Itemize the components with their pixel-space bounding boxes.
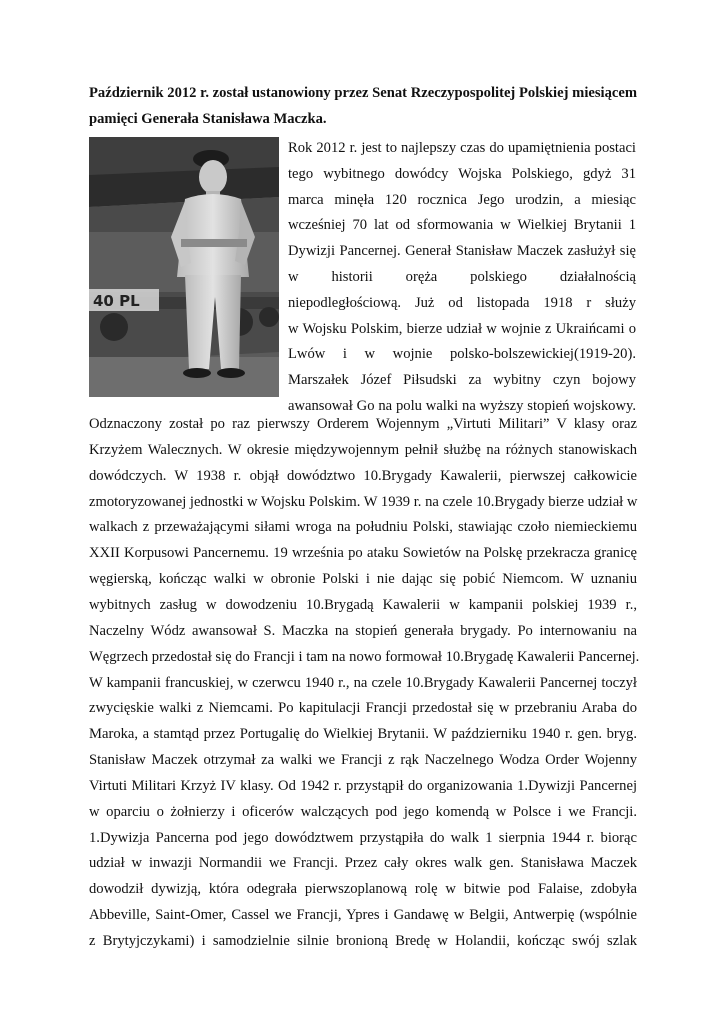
general-photo-image [89, 137, 279, 397]
side_lines-line: Marszałek Józef Piłsudski za wybitny czyn bojowy [288, 372, 636, 389]
body_lines-line: węgierską, kończąc walki w obronie Polski i nie dając się pobić Niemcom. W uznaniu [89, 571, 637, 588]
side_lines-line: Rok 2012 r. jest to najlepszy czas do upamiętnienia postaci [288, 140, 636, 156]
body_lines-line: Naczelny Wódz awansował S. Maczka na stopień generała brygady. Po internowaniu na [89, 622, 637, 639]
body_lines-line: zwycięskie walki z Niemcami. Po kapitulacji Francji przedostał się w przebraniu Araba do [89, 700, 637, 717]
document-heading [89, 80, 637, 132]
body_lines-line: Stanisław Maczek otrzymał za walki we Francji z rąk Naczelnego Wodza Order Wojenny [89, 752, 637, 769]
side_lines-line: w historii oręża polskiego działalnością [288, 269, 636, 285]
body_lines-line: XXII Korpusowi Pancernemu. 19 września po ataku Sowietów na Polskę przekracza granicę [89, 545, 637, 562]
heading-line-1: Październik 2012 r. został ustanowiony przez Senat Rzeczypospolitej Polskiej miesiącem [89, 85, 637, 101]
body_lines-line: Węgrzech przedostał się do Francji i tam na nowo formował 10.Brygadę Kawalerii Pancernej. [89, 648, 640, 665]
body_lines-line: walkach z przeważającymi siłami wroga na południu Polski, stawiając czoło niemieckiemu [89, 519, 637, 536]
side_lines-line: niepodległościową. Już od listopada 1918 r służy [288, 294, 636, 311]
body_lines-line: W kampanii francuskiej, w czerwcu 1940 r., na czele 10.Brygady Kawalerii Pancernej toczył [89, 674, 637, 691]
side_lines-line: awansował Go na polu walki na wyższy stopień wojskowy. [288, 398, 636, 414]
body_lines-line: dowódczych. W 1938 r. objął dowództwo 10.Brygady Kawalerii, pierwszej całkowicie [89, 467, 637, 484]
body_lines-line: udział w inwazji Normandii we Francji. Przez cały okres walk gen. Stanisława Maczek [89, 855, 637, 872]
side_lines-line: Dywizji Pancernej. Generał Stanisław Maczek zasłużył się [288, 243, 636, 260]
body_lines-line: zmotoryzowanej jednostki w Wojsku Polskim. W 1939 r. na czele 10.Brygady bierze udział w [89, 493, 638, 510]
body_lines-line: Krzyżem Walecznych. W okresie międzywojennym pełnił służbę na różnych stanowiskach [89, 441, 637, 458]
side_lines-line: wcześniej 70 lat od sformowania w Wielkiej Brytanii 1 [288, 217, 636, 234]
body_lines-line: Maroka, a stamtąd przez Portugalię do Wielkiej Brytanii. W październiku 1940 r. gen. bryg. [89, 726, 637, 743]
general-photo [89, 137, 279, 397]
side_lines-line: tego wybitnego dowódcy Wojska Polskiego, gdyż 31 [288, 165, 636, 182]
body_lines-line: Virtuti Militari Krzyż IV klasy. Od 1942 r. przystąpił do organizowania 1.Dywizji Pancernej [89, 777, 637, 794]
heading-line-2: pamięci Generała Stanisława Maczka. [89, 111, 327, 128]
body_lines-line: Abbeville, Saint-Omer, Cassel we Francji, Ypres i Gandawę w Belgii, Antwerpię (wspólnie [89, 907, 637, 924]
tank-marking: 40 PL [93, 292, 140, 310]
side_lines-line: Lwów i w wojnie polsko-bolszewickiej(1919-20). [288, 346, 636, 363]
body_lines-line: w oparciu o żołnierzy i oficerów walczących pod jego komendą w Polsce i we Francji. [89, 803, 637, 820]
body_lines-line: dowodził dywizją, która odegrała pierwszoplanową rolę w bitwie pod Falaise, zdobyła [89, 881, 637, 898]
body_lines-line: Odznaczony został po raz pierwszy Orderem Wojennym „Virtuti Militari” V klasy oraz [89, 416, 637, 432]
body_lines-line: wybitnych zasług w dowodzeniu 10.Brygadą Kawalerii w kampanii polskiej 1939 r., [89, 596, 637, 613]
body_lines-line: 1.Dywizja Pancerna pod jego dowództwem przystąpiła do walk 1 sierpnia 1944 r. biorąc [89, 829, 637, 846]
body_lines-line: z Brytyjczykami) i samodzielnie silnie bronioną Bredę w Holandii, kończąc swój szlak [89, 933, 637, 949]
side_lines-line: w Wojsku Polskim, bierze udział w wojnie z Ukraińcami o [288, 320, 636, 337]
side_lines-line: marca minęła 120 rocznica Jego urodzin, a miesiąc [288, 191, 636, 208]
